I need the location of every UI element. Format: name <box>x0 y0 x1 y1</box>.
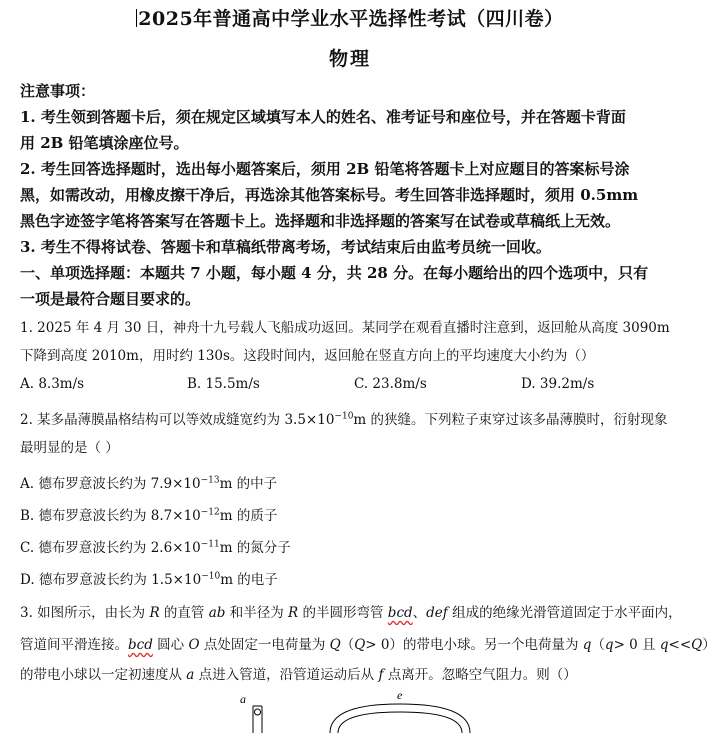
subject-title: 物理 <box>328 48 371 70</box>
notice-heading: 注意事项： <box>20 82 96 100</box>
section-heading-line-2: 一项是最符合题目要求的。 <box>20 290 201 308</box>
figure-label-a: a <box>240 692 246 706</box>
q3-stem-line-2: 管道间平滑连接。bcd 圆心 O 点处固定一电荷量为 Q（Q> 0）的带电小球。另一个电荷量为 q（q> 0 且 q<<Q） <box>20 637 716 653</box>
q2-option-c: C. 德布罗意波长约为 $2.6\times 10^{-11}m$ 的氮分子 <box>20 539 291 556</box>
q3-figure <box>0 688 700 733</box>
q1-option-b: B. 15.5m/s <box>187 376 260 392</box>
charged-ball <box>255 709 261 715</box>
q1-stem-line-1: 1. 2025 年 4 月 30 日，神舟十九号载人飞船成功返回。某同学在观看直播时注意到，返回舱从高度 3090m <box>20 320 670 336</box>
notice-item-2-line-1: 2. 考生回答选择题时，选出每小题答案后，须用 2B 铅笔将答题卡上对应题目的答案标号涂 <box>20 160 630 178</box>
exam-title: 2025年普通高中学业水平选择性考试（四川卷） <box>138 8 564 30</box>
q3-stem-line-3: 的带电小球以一定初速度从 a 点进入管道，沿管道运动后从 f 点离开。忽略空气阻力。则（） <box>20 667 577 683</box>
q1-options <box>20 376 690 396</box>
q1-stem-line-2: 下降到高度 2010m，用时约 130s。这段时间内，返回舱在竖直方向上的平均速度大小约为（） <box>20 348 595 364</box>
notice-item-3: 3. 考生不得将试卷、答题卡和草稿纸带离考场，考试结束后由监考员统一回收。 <box>20 238 551 256</box>
curved-tube-inner <box>338 712 462 733</box>
q3-stem-line-1: 3. 如图所示，由长为 R 的直管 ab 和半径为 R 的半圆形弯管 bcd、def 组成的绝缘光滑管道固定于水平面内， <box>20 605 682 621</box>
q1-option-c: C. 23.8m/s <box>354 376 427 392</box>
q1-option-a: A. 8.3m/s <box>20 376 85 392</box>
q2-option-b: B. 德布罗意波长约为 $8.7\times 10^{-12}m$ 的质子 <box>20 507 278 524</box>
notice-item-2-line-2: 黑，如需改动，用橡皮擦干净后，再选涂其他答案标号。考生回答非选择题时，须用 0.5mm <box>20 186 639 204</box>
q2-option-d: D. 德布罗意波长约为 $1.5\times 10^{-10}m$ 的电子 <box>20 571 278 588</box>
q2-stem-line-2: 最明显的是（ ） <box>20 440 119 456</box>
figure-label-e: e <box>397 688 403 702</box>
q2-stem-line-1: 2. 某多晶薄膜晶格结构可以等效成缝宽约为 $3.5\times 10^{-10}m$ 的狭缝。下列粒子束穿过该多晶薄膜时，衍射现象 <box>20 411 668 428</box>
notice-item-1-line-1: 1. 考生领到答题卡后，须在规定区域填写本人的姓名、准考证号和座位号，并在答题卡背面 <box>20 108 626 126</box>
q1-option-d: D. 39.2m/s <box>521 376 595 392</box>
notice-item-2-line-3: 黑色字迹签字笔将答案写在答题卡上。选择题和非选择题的答案写在试卷或草稿纸上无效。 <box>20 212 621 230</box>
q2-option-a: A. 德布罗意波长约为 $7.9\times 10^{-13}m$ 的中子 <box>20 475 278 492</box>
notice-item-1-line-2: 用 2B 铅笔填涂座位号。 <box>20 134 189 152</box>
section-heading-line-1: 一、单项选择题：本题共 7 小题，每小题 4 分，共 28 分。在每小题给出的四个选项中，只有 <box>20 264 649 282</box>
